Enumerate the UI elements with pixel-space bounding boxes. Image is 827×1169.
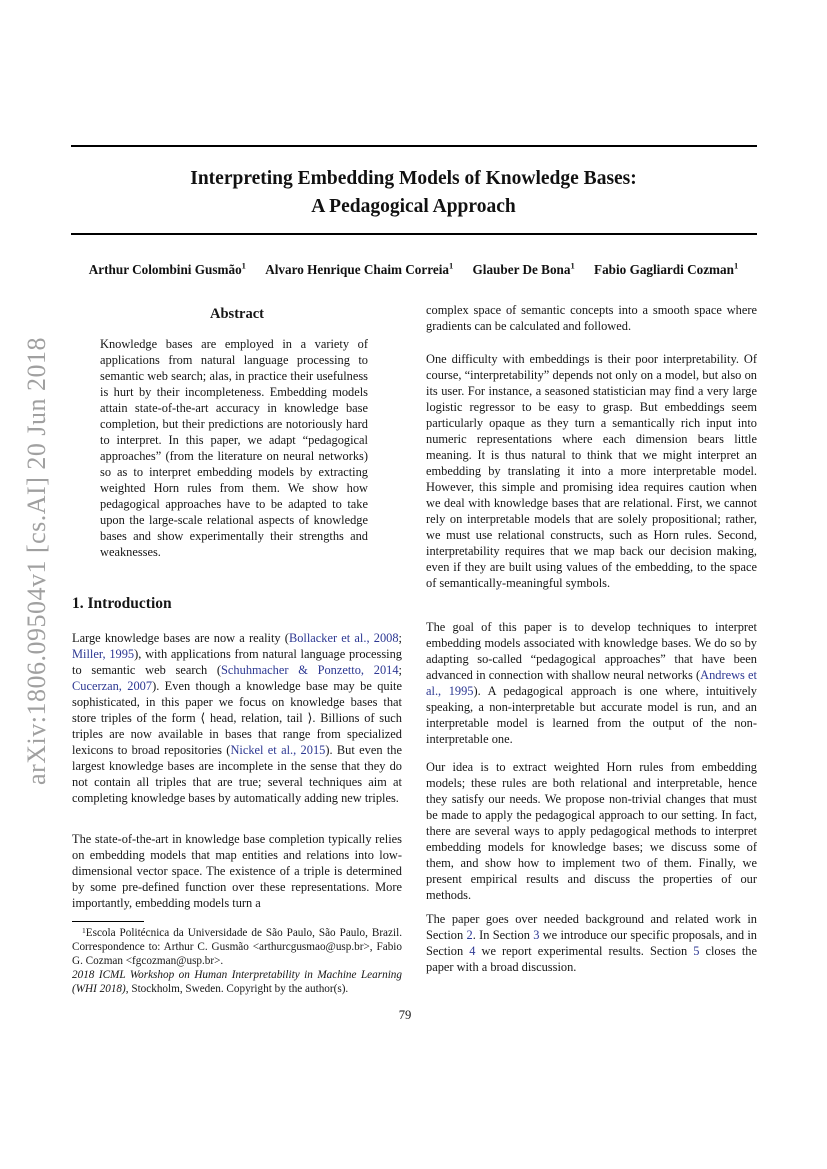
- text-segment: we report experimental results. Section: [475, 944, 694, 958]
- citation-link[interactable]: Nickel et al., 2015: [230, 743, 326, 757]
- arxiv-watermark-text: arXiv:1806.09504v1 [cs.AI] 20 Jun 2018: [22, 337, 51, 785]
- text-segment: we introduce our specific proposals, and in Section: [426, 928, 757, 958]
- section-ref-link[interactable]: 5: [693, 944, 700, 958]
- intro-paragraph-1: [72, 630, 402, 806]
- text-segment: ). But even the largest knowledge bases are incomplete in the sense that they do not contain all triples that are true; several techniques aim at completing knowledge bases by automatically adding new triples.: [72, 743, 403, 805]
- section-heading-introduction: 1. Introduction: [72, 595, 172, 612]
- text-segment: Our idea is to extract weighted Horn rules from embedding models; these rules are both relational and interpretable, hence they satisfy our needs. We propose non-trivial changes that must be made to apply the pedagogical approach to our setting. In fact, there are several ways to apply pedagogical methods to interpret embedding models for knowledge bases; we discuss some of them, and show how to implement two of them. Finally, we present empirical results and discuss the properties of our methods.: [426, 760, 757, 902]
- body-paragraph-goal: [426, 619, 757, 747]
- citation-link[interactable]: Schuhmacher & Ponzetto, 2014: [221, 663, 399, 677]
- citation-link[interactable]: Miller, 1995: [72, 647, 135, 661]
- body-paragraph-interpretability: [426, 351, 757, 591]
- paper-title-line1: Interpreting Embedding Models of Knowledge Bases:: [190, 168, 637, 189]
- arxiv-watermark: [22, 337, 52, 785]
- text-segment: ), with applications from natural language processing to semantic web search (: [72, 647, 403, 677]
- author-4-name: Fabio Gagliardi Cozman: [594, 262, 734, 278]
- citation-link[interactable]: Andrews et al., 1995: [426, 668, 757, 698]
- citation-link[interactable]: Cucerzan, 2007: [72, 679, 153, 693]
- author-2-affmark: 1: [448, 261, 454, 271]
- text-segment: , Stockholm, Sweden. Copyright by the author(s).: [125, 982, 349, 995]
- body-paragraph-idea: [426, 759, 757, 903]
- section-ref-link[interactable]: 4: [469, 944, 476, 958]
- text-segment: The state-of-the-art in knowledge base completion typically relies on embedding models that map entities and relations into low-dimensional vector space. The existence of a triple is determined by some pre-defined function over these representations. More importantly, embedding models turn a: [72, 832, 402, 910]
- abstract-heading: Abstract: [210, 306, 264, 322]
- right-column: [426, 0, 757, 1169]
- page-number: 79: [398, 1008, 412, 1022]
- abstract-text: Knowledge bases are employed in a variety of applications from natural language processing to semantic web search; alas, in practice their usefulness is hurt by their incompleteness. Embedding models attain state-of-the-art accuracy in knowledge base completion, but their predictions are notoriously hard to interpret. In this paper, we adapt “pedagogical approaches” (from the literature on neural networks) so as to interpret embedding models by extracting weighted Horn rules from them. We show how pedagogical approaches have to be adapted to take upon the large-scale relational aspects of knowledge bases and show experimentally their strengths and weaknesses.: [100, 337, 368, 559]
- text-segment: One difficulty with embeddings is their poor interpretability. Of course, “interpretability” depends not only on a model, but also on its user. For instance, a seasoned statistician may find a very large logistic regressor to be easy to grasp. But embeddings seem particularly opaque as they turn a semantically rich input into numeric representations where each dimension bears little meaning. It is thus natural to think that we might interpret an embedding by translating it into a more interpretable model. However, this simple and promising idea requires caution when we deal with knowledge bases that are relational. First, we cannot rely on interpretable models that are solely propositional; rather, we must use relational constructs, such as Horn rules. Second, interpretability requires that we map back our decision making, even if they are built using values of the embedding, to the space of semantically-meaningful symbols.: [426, 352, 757, 590]
- section-ref-link[interactable]: 2: [466, 928, 473, 942]
- section-ref-link[interactable]: 3: [533, 928, 540, 942]
- text-segment: The goal of this paper is to develop techniques to interpret embedding models associated with knowledge bases. We do so by adapting so-called “pedagogical approaches” that have been advanced in connection with shallow neural networks (: [426, 620, 757, 682]
- text-segment: Large knowledge bases are now a reality (: [72, 631, 289, 645]
- body-paragraph-outline: [426, 911, 757, 975]
- left-column: [72, 0, 402, 1169]
- text-segment: closes the paper with a broad discussion.: [426, 944, 757, 974]
- text-segment: ). A pedagogical approach is one where, intuitively speaking, a non-interpretable but accurate model is run, and an interpretable model is learned from the output of the non-interpretable one.: [426, 684, 757, 746]
- body-paragraph-continuation: [426, 302, 757, 334]
- text-segment: ;: [398, 631, 402, 645]
- author-1-name: Arthur Colombini Gusmão: [88, 262, 242, 278]
- author-1-affmark: 1: [241, 261, 246, 271]
- text-segment: . In Section: [472, 928, 534, 942]
- author-3-affmark: 1: [570, 261, 575, 271]
- author-2-name: Alvaro Henrique Chaim Correia: [265, 262, 449, 278]
- text-segment: 2018 ICML Workshop on Human Interpretability in Machine Learning (WHI 2018): [72, 969, 402, 995]
- text-segment: 1: [82, 925, 86, 935]
- text-segment: The paper goes over needed background and related work in Section: [426, 912, 757, 942]
- footnote-copyright-notice: [72, 969, 402, 997]
- paper-title-line2: A Pedagogical Approach: [311, 196, 516, 217]
- text-segment: Escola Politécnica da Universidade de São Paulo, São Paulo, Brazil. Correspondence to: Arthur C. Gusmão <arthurcgusmao@usp.br>, Fabio G. Cozman <fgcozman@usp.br>.: [72, 927, 402, 967]
- text-segment: complex space of semantic concepts into a smooth space where gradients can be calculated and followed.: [426, 303, 757, 333]
- footnote-affiliation: [72, 927, 402, 969]
- citation-link[interactable]: Bollacker et al., 2008: [288, 631, 399, 645]
- author-4-affmark: 1: [733, 261, 739, 271]
- text-segment: ). Even though a knowledge base may be quite sophisticated, in this paper we focus on knowledge bases that store triples of the form ⟨ head, relation, tail ⟩. Billions of such triples are now available in bases that range from specialized lexicons to broad repositories (: [72, 679, 402, 757]
- author-3-name: Glauber De Bona: [472, 262, 571, 278]
- text-segment: ;: [398, 663, 402, 677]
- footnote-rule: [72, 921, 144, 922]
- intro-paragraph-2: [72, 831, 402, 911]
